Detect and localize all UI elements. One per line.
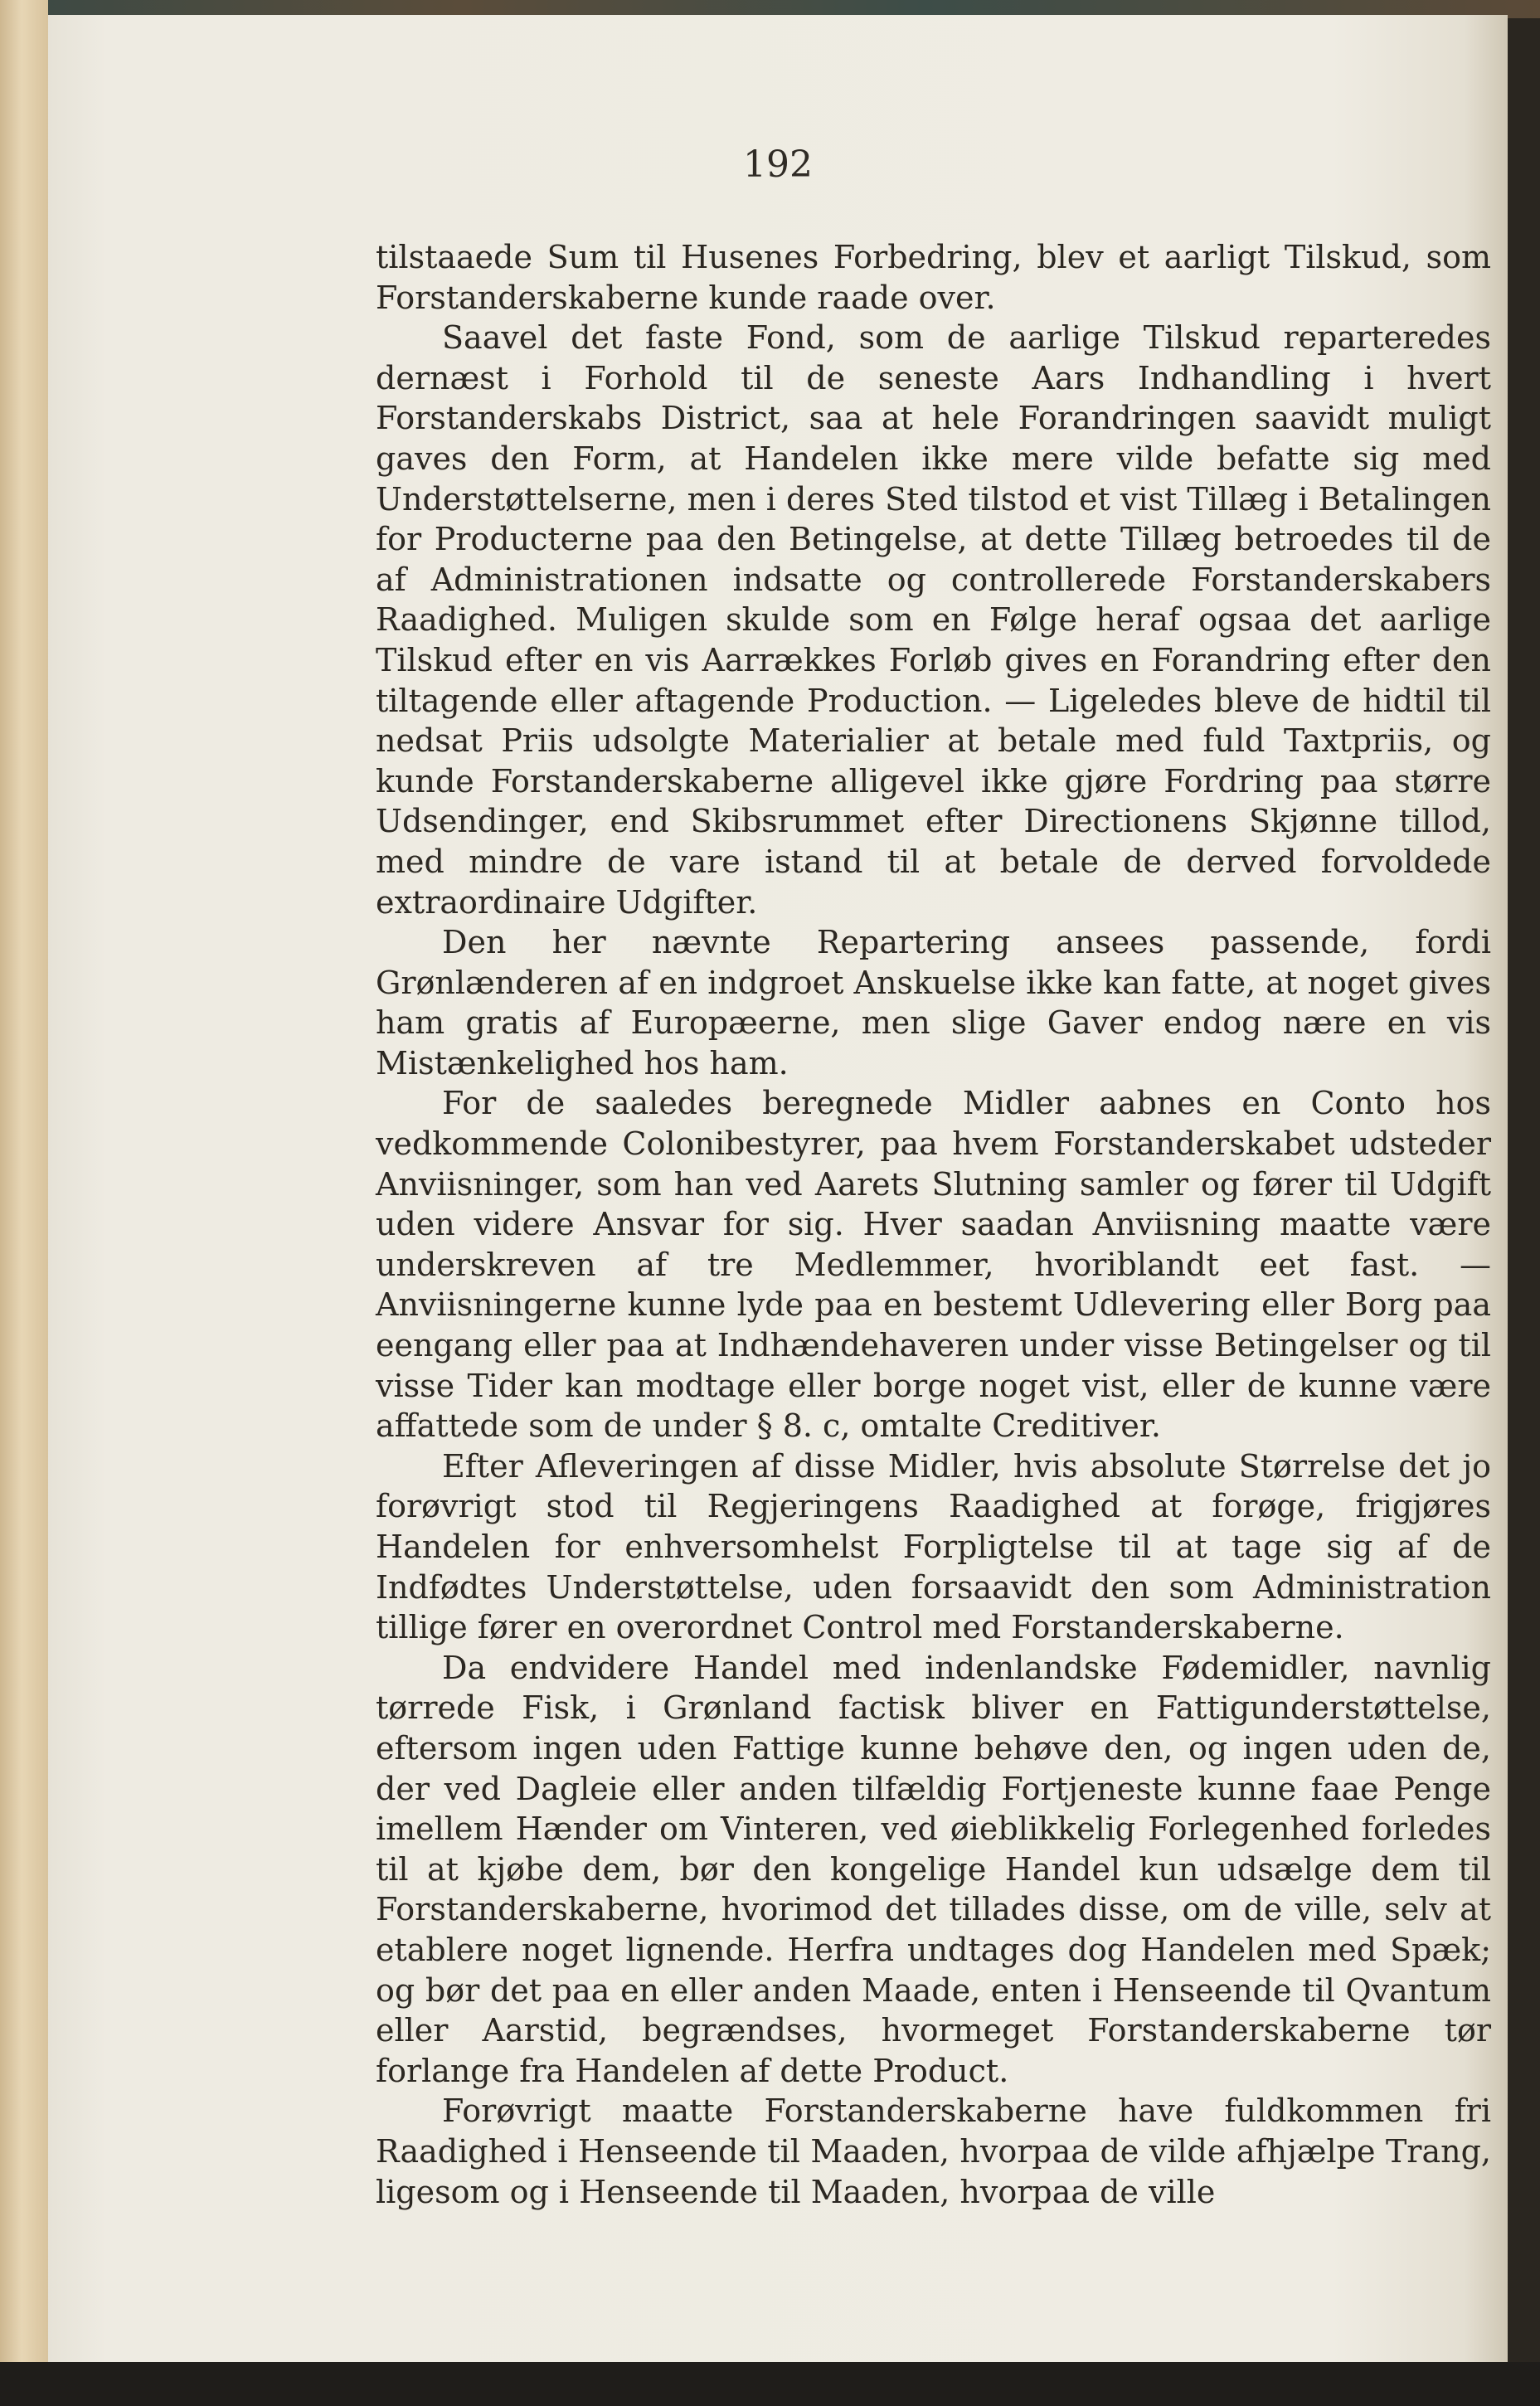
paragraph-5: Efter Afleveringen af disse Midler, hvis absolute Størrelse det jo forøvrigt stod til Regjeringens Raadighed at forøge, frigjøres Handelen for enhversomhelst Forpligtelse til at tage sig af de Indfødtes Understøttelse, uden forsaavidt den som Administration tillige fører en overordnet Control med Forstanderskaberne. bbox=[376, 1447, 1491, 1646]
paragraph-4: For de saaledes beregnede Midler aabnes en Conto hos vedkommende Colonibestyrer, paa hvem Forstanderskabet udsteder Anviisninger, som han ved Aarets Slutning samler og fører til Udgift uden videre Ansvar for sig. Hver saadan Anviisning maatte være underskreven af tre Medlemmer, hvoriblandt eet fast. — Anviisningerne kunne lyde paa en bestemt Udlevering eller Borg paa eengang eller paa at Indhændehaveren under visse Betingelser og til visse Tider kan modtage eller borge noget vist, eller de kunne være affattede som de under § 8. c, omtalte Creditiver. bbox=[376, 1085, 1491, 1445]
page-number: 192 bbox=[743, 143, 813, 186]
scan-bottom-edge bbox=[0, 2362, 1540, 2406]
paragraph-2: Saavel det faste Fond, som de aarlige Tilskud reparteredes dernæst i Forhold til de seneste Aars Indhandling i hvert Forstanderskabs District, saa at hele Forandringen saavidt muligt gaves den Form, at Handelen ikke mere vilde befatte sig med Understøttelserne, men i deres Sted tilstod et vist Tillæg i Betalingen for Producterne paa den Betingelse, at dette Tillæg betroedes til de af Administrationen indsatte og controllerede Forstanderskabers Raadighed. Muligen skulde som en Følge heraf ogsaa det aarlige Tilskud efter en vis Aarrækkes Forløb gives en Forandring efter den tiltagende eller aftagende Production. — Ligeledes bleve de hidtil til nedsat Priis udsolgte Materialier at betale med fuld Taxtpriis, og kunde Forstanderskaberne alligevel ikke gjøre Fordring paa større Udsendinger, end Skibsrummet efter Directionens Skjønne tillod, med mindre de vare istand til at betale de derved forvoldede extraordinaire Udgifter. bbox=[376, 319, 1491, 921]
book-spine-edge bbox=[0, 0, 48, 2406]
book-page bbox=[48, 15, 1508, 2362]
paragraph-1: tilstaaede Sum til Husenes Forbedring, blev et aarligt Tilskud, som Forstanderskaberne kunde raade over. bbox=[376, 239, 1491, 316]
paragraph-6: Da endvidere Handel med indenlandske Fødemidler, navnlig tørrede Fisk, i Grønland factisk bliver en Fattigunderstøttelse, eftersom ingen uden Fattige kunne behøve den, og ingen uden de, der ved Dagleie eller anden tilfældig Fortjeneste kunne faae Penge imellem Hænder om Vinteren, ved øieblikkelig Forlegenhed forledes til at kjøbe dem, bør den kongelige Handel kun udsælge dem til Forstanderskaberne, hvorimod det tillades disse, om de ville, selv at etablere noget lignende. Herfra undtages dog Handelen med Spæk; og bør det paa en eller anden Maade, enten i Henseende til Qvantum eller Aarstid, begrændses, hvormeget Forstanderskaberne tør forlange fra Handelen af dette Product. bbox=[376, 1649, 1491, 2089]
paragraph-7: Forøvrigt maatte Forstanderskaberne have fuldkommen fri Raadighed i Henseende til Maaden, hvorpaa de vilde afhjælpe Trang, ligesom og i Henseende til Maaden, hvorpaa de ville bbox=[376, 2092, 1491, 2210]
paragraph-3: Den her nævnte Repartering ansees passende, fordi Grønlænderen af en indgroet Anskuelse ikke kan fatte, at noget gives ham gratis af Europæerne, men slige Gaver endog nære en vis Mistænkelighed hos ham. bbox=[376, 924, 1491, 1081]
facing-page-edge bbox=[1513, 207, 1538, 2032]
body-text bbox=[376, 237, 1491, 2212]
